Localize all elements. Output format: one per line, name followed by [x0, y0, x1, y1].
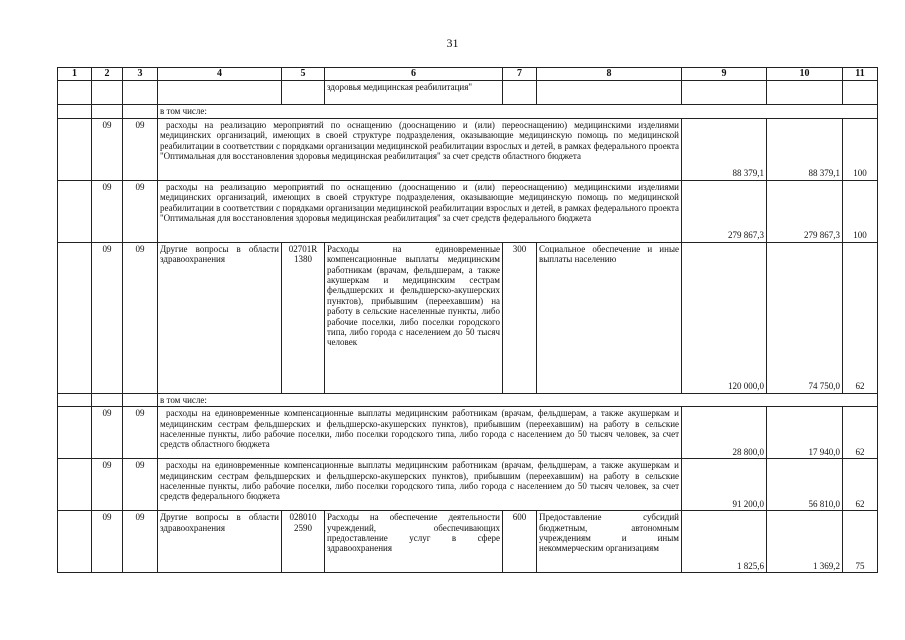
planned-amount: 91 200,0	[682, 459, 767, 511]
expense-type-name: Социальное обеспечение и иные выплаты населению	[537, 242, 682, 393]
subsection-code: 09	[123, 459, 158, 511]
table-header-row	[58, 68, 878, 81]
header-cell: 6	[325, 68, 503, 81]
header-cell: 11	[843, 68, 878, 81]
section-code: 09	[92, 118, 123, 180]
expense-description: расходы на единовременные компенсационные выплаты медицинским работникам (врачам, фельдшерам, а также акушеркам и медицинским сестрам фельдшерских и фельдшерско-акушерских пунктов), прибывшим (переехавшим) на работу в сельские населенные пункты, либо рабочие поселки, либо поселки городского типа, либо города с населением до 50 тысяч человек, за счет средств федерального бюджета	[158, 459, 682, 511]
table-row	[58, 180, 878, 242]
table-row	[58, 393, 878, 406]
header-cell: 2	[92, 68, 123, 81]
including-label: в том числе:	[158, 105, 878, 118]
expense-type-code: 600	[503, 511, 537, 573]
subsection-code: 09	[123, 118, 158, 180]
subsection-code: 09	[123, 180, 158, 242]
execution-percent: 62	[843, 242, 878, 393]
section-code: 09	[92, 180, 123, 242]
section-name: Другие вопросы в области здравоохранения	[158, 242, 282, 393]
expense-description: расходы на реализацию мероприятий по оснащению (дооснащению и (или) переоснащению) медицинскими изделиями медицинских организаций, имеющих в своей структуре подразделения, оказывающие медицинскую помощь по медицинской реабилитации в соответствии с порядками организации медицинской реабилитации взрослых и детей, в рамках федерального проекта "Оптимальная для восстановления здоровья медицинская реабилитация" за счет средств федерального бюджета	[158, 180, 682, 242]
target-item-code: 02701R 1380	[282, 242, 325, 393]
section-code: 09	[92, 511, 123, 573]
page-number: 31	[446, 36, 459, 50]
expense-description: расходы на реализацию мероприятий по оснащению (дооснащению и (или) переоснащению) медицинскими изделиями медицинских организаций, имеющих в своей структуре подразделения, оказывающие медицинскую помощь по медицинской реабилитации в соответствии с порядками организации медицинской реабилитации взрослых и детей, в рамках федерального проекта "Оптимальная для восстановления здоровья медицинская реабилитация" за счет средств областного бюджета	[158, 118, 682, 180]
expense-description: Расходы на обеспечение деятельности учреждений, обеспечивающих предоставление услуг в сфере здравоохранения	[325, 511, 503, 573]
section-code: 09	[92, 459, 123, 511]
expense-type-name: Предоставление субсидий бюджетным, автономным учреждениям и иным некоммерческим организациям	[537, 511, 682, 573]
execution-percent: 100	[843, 180, 878, 242]
expense-description: Расходы на единовременные компенсационные выплаты медицинским работникам (врачам, фельдшерам, а также акушеркам и медицинским сестрам фельдшерских и фельдшерско-акушерских пунктов), прибывшим (переехавшим) на работу в сельские населенные пункты, либо рабочие поселки, либо поселки городского типа, либо города с населением до 50 тысяч человек	[325, 242, 503, 393]
subsection-code: 09	[123, 407, 158, 459]
header-cell: 7	[503, 68, 537, 81]
header-cell: 4	[158, 68, 282, 81]
section-code: 09	[92, 407, 123, 459]
table-row	[58, 407, 878, 459]
planned-amount: 1 825,6	[682, 511, 767, 573]
execution-percent: 100	[843, 118, 878, 180]
header-cell: 3	[123, 68, 158, 81]
execution-percent: 62	[843, 407, 878, 459]
target-item-code: 028010 2590	[282, 511, 325, 573]
table-row	[58, 118, 878, 180]
header-cell: 8	[537, 68, 682, 81]
planned-amount: 88 379,1	[682, 118, 767, 180]
actual-amount: 74 750,0	[767, 242, 843, 393]
including-label: в том числе:	[158, 393, 878, 406]
section-code: 09	[92, 242, 123, 393]
planned-amount: 279 867,3	[682, 180, 767, 242]
execution-percent: 75	[843, 511, 878, 573]
planned-amount: 28 800,0	[682, 407, 767, 459]
table-row	[58, 511, 878, 573]
subsection-code: 09	[123, 242, 158, 393]
execution-percent: 62	[843, 459, 878, 511]
table-row	[58, 242, 878, 393]
expense-type-code: 300	[503, 242, 537, 393]
budget-table	[57, 67, 878, 573]
actual-amount: 88 379,1	[767, 118, 843, 180]
actual-amount: 1 369,2	[767, 511, 843, 573]
expense-description: здоровья медицинская реабилитация"	[325, 81, 503, 105]
header-cell: 10	[767, 68, 843, 81]
subsection-code: 09	[123, 511, 158, 573]
table-row	[58, 459, 878, 511]
header-cell: 9	[682, 68, 767, 81]
actual-amount: 279 867,3	[767, 180, 843, 242]
header-cell: 1	[58, 68, 92, 81]
actual-amount: 17 940,0	[767, 407, 843, 459]
actual-amount: 56 810,0	[767, 459, 843, 511]
table-row	[58, 81, 878, 105]
planned-amount: 120 000,0	[682, 242, 767, 393]
expense-description: расходы на единовременные компенсационные выплаты медицинским работникам (врачам, фельдшерам, а также акушеркам и медицинским сестрам фельдшерских и фельдшерско-акушерских пунктов), прибывшим (переехавшим) на работу в сельские населенные пункты, либо рабочие поселки, либо поселки городского типа, либо города с населением до 50 тысяч человек, за счет средств областного бюджета	[158, 407, 682, 459]
header-cell: 5	[282, 68, 325, 81]
table-row	[58, 105, 878, 118]
section-name: Другие вопросы в области здравоохранения	[158, 511, 282, 573]
